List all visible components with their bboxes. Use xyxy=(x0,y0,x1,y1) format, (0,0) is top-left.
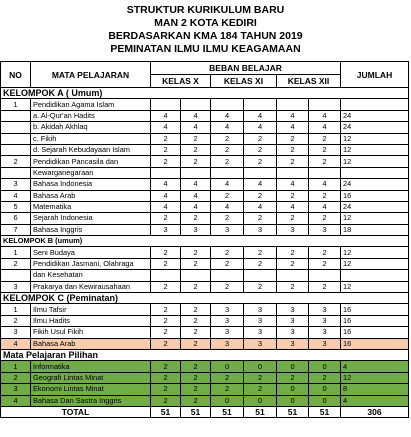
hours-cell[interactable] xyxy=(151,270,181,281)
hours-cell[interactable]: 0 xyxy=(309,384,341,395)
table-row xyxy=(1,99,409,110)
row-number-cell[interactable]: 3 xyxy=(1,384,31,395)
table-row xyxy=(1,213,409,224)
hours-cell[interactable]: 4 xyxy=(277,179,309,190)
hours-cell[interactable]: 2 xyxy=(244,156,277,167)
hours-cell[interactable]: 2 xyxy=(211,156,244,167)
hours-cell[interactable]: 2 xyxy=(244,384,277,395)
subject-cell[interactable]: Ilmu Hadits xyxy=(31,315,151,326)
hours-cell[interactable]: 2 xyxy=(244,281,277,292)
table-row xyxy=(1,338,409,349)
hours-cell[interactable]: 2 xyxy=(181,384,211,395)
total-cell[interactable]: 12 xyxy=(341,156,409,167)
hours-cell[interactable]: 2 xyxy=(151,156,181,167)
total-cell[interactable]: 4 xyxy=(341,361,409,372)
hours-cell[interactable]: 4 xyxy=(181,190,211,201)
hours-cell[interactable]: 2 xyxy=(181,247,211,258)
hours-cell[interactable]: 2 xyxy=(181,156,211,167)
hours-cell[interactable]: 2 xyxy=(181,372,211,383)
hours-cell[interactable]: 2 xyxy=(151,144,181,155)
hours-cell[interactable]: 0 xyxy=(211,395,244,406)
table-row xyxy=(1,327,409,338)
hours-cell[interactable]: 0 xyxy=(211,361,244,372)
hours-cell[interactable]: 4 xyxy=(244,122,277,133)
subject-cell[interactable]: a. Al-Qur'an Hadits xyxy=(31,110,151,121)
total-cell[interactable]: 12 xyxy=(341,247,409,258)
subject-cell[interactable]: Geografi Lintas Minat xyxy=(31,372,151,383)
total-sum-cell[interactable]: 306 xyxy=(341,406,409,417)
hours-cell[interactable]: 2 xyxy=(211,144,244,155)
hours-cell[interactable]: 4 xyxy=(151,201,181,212)
hours-cell[interactable] xyxy=(211,167,244,178)
total-cell[interactable]: 51 xyxy=(244,406,277,417)
table-row xyxy=(1,122,409,133)
hours-cell[interactable]: 2 xyxy=(277,281,309,292)
hours-cell[interactable]: 2 xyxy=(244,133,277,144)
row-number-cell[interactable]: 3 xyxy=(1,179,31,190)
hours-cell[interactable] xyxy=(244,270,277,281)
row-number-cell[interactable]: 3 xyxy=(1,327,31,338)
hours-cell[interactable]: 2 xyxy=(211,384,244,395)
hours-cell[interactable]: 3 xyxy=(277,338,309,349)
hours-cell[interactable]: 3 xyxy=(151,224,181,235)
hours-cell[interactable]: 3 xyxy=(309,327,341,338)
hours-cell[interactable]: 3 xyxy=(181,224,211,235)
hours-cell[interactable]: 2 xyxy=(244,190,277,201)
hours-cell[interactable]: 4 xyxy=(244,201,277,212)
hours-cell[interactable]: 4 xyxy=(309,201,341,212)
total-cell[interactable]: 8 xyxy=(341,384,409,395)
hours-cell[interactable]: 2 xyxy=(151,213,181,224)
hours-cell[interactable]: 2 xyxy=(211,133,244,144)
table-row xyxy=(1,190,409,201)
group-label[interactable]: KELOMPOK C (Peminatan) xyxy=(1,293,409,304)
table-row xyxy=(1,110,409,121)
hours-cell[interactable]: 2 xyxy=(151,361,181,372)
header-beban-belajar: BEBAN BELAJAR xyxy=(151,62,341,75)
title-line-1: STRUKTUR KURIKULUM BARU xyxy=(126,4,285,16)
hours-cell[interactable]: 4 xyxy=(211,179,244,190)
total-cell[interactable]: 12 xyxy=(341,144,409,155)
hours-cell[interactable] xyxy=(211,270,244,281)
total-cell[interactable]: 24 xyxy=(341,122,409,133)
hours-cell[interactable]: 2 xyxy=(181,213,211,224)
subject-cell[interactable]: Ilmu Tafsir xyxy=(31,304,151,315)
hours-cell[interactable]: 4 xyxy=(181,179,211,190)
subject-cell[interactable]: d. Sejarah Kebudayaan Islam xyxy=(31,144,151,155)
table-row xyxy=(1,361,409,372)
hours-cell[interactable]: 0 xyxy=(244,395,277,406)
hours-cell[interactable]: 3 xyxy=(309,224,341,235)
table-row xyxy=(1,144,409,155)
hours-cell[interactable]: 2 xyxy=(151,281,181,292)
subject-cell[interactable]: Seni Budaya xyxy=(31,247,151,258)
hours-cell[interactable]: 3 xyxy=(211,304,244,315)
hours-cell[interactable] xyxy=(181,270,211,281)
hours-cell[interactable]: 2 xyxy=(277,156,309,167)
table-row xyxy=(1,406,409,417)
hours-cell[interactable]: 2 xyxy=(277,144,309,155)
hours-cell[interactable]: 3 xyxy=(277,224,309,235)
table-row xyxy=(1,236,409,247)
hours-cell[interactable]: 3 xyxy=(244,224,277,235)
hours-cell[interactable]: 2 xyxy=(244,144,277,155)
header-kelas-xii: KELAS XII xyxy=(277,75,341,88)
hours-cell[interactable]: 3 xyxy=(211,327,244,338)
hours-cell[interactable]: 0 xyxy=(277,395,309,406)
table-row xyxy=(1,349,409,360)
total-cell[interactable]: 4 xyxy=(341,395,409,406)
table-row xyxy=(1,88,409,99)
subject-cell[interactable]: Sejarah Indonesia xyxy=(31,213,151,224)
header-mata-pelajaran: MATA PELAJARAN xyxy=(31,62,151,88)
subject-cell[interactable]: Fikih Usul Fikih xyxy=(31,327,151,338)
hours-cell[interactable]: 3 xyxy=(277,315,309,326)
row-number-cell[interactable]: 4 xyxy=(1,338,31,349)
total-cell[interactable]: 51 xyxy=(277,406,309,417)
hours-cell[interactable]: 2 xyxy=(181,304,211,315)
total-cell[interactable]: 51 xyxy=(181,406,211,417)
hours-cell[interactable]: 2 xyxy=(244,372,277,383)
hours-cell[interactable]: 4 xyxy=(151,179,181,190)
hours-cell[interactable]: 2 xyxy=(211,247,244,258)
row-number-cell[interactable]: 1 xyxy=(1,361,31,372)
total-cell[interactable]: 16 xyxy=(341,304,409,315)
hours-cell[interactable]: 0 xyxy=(244,361,277,372)
hours-cell[interactable]: 3 xyxy=(211,315,244,326)
hours-cell[interactable]: 2 xyxy=(309,190,341,201)
table-row xyxy=(1,315,409,326)
group-label[interactable]: KELOMPOK A ( Umum) xyxy=(1,88,409,99)
hours-cell[interactable]: 2 xyxy=(151,304,181,315)
total-cell[interactable]: 16 xyxy=(341,327,409,338)
hours-cell[interactable]: 0 xyxy=(277,361,309,372)
hours-cell[interactable]: 2 xyxy=(211,372,244,383)
row-number-cell[interactable] xyxy=(1,167,31,178)
header-kelas-xi: KELAS XI xyxy=(211,75,277,88)
hours-cell[interactable]: 2 xyxy=(277,133,309,144)
group-label[interactable]: Mata Pelajaran Pilihan xyxy=(1,349,409,360)
hours-cell[interactable] xyxy=(277,167,309,178)
total-cell[interactable]: 12 xyxy=(341,281,409,292)
subject-cell[interactable]: Matematika xyxy=(31,201,151,212)
hours-cell[interactable]: 2 xyxy=(181,144,211,155)
hours-cell[interactable]: 4 xyxy=(151,110,181,121)
hours-cell[interactable]: 2 xyxy=(181,258,211,269)
subject-cell[interactable]: b. Akidah Akhlaq xyxy=(31,122,151,133)
hours-cell[interactable] xyxy=(244,99,277,110)
hours-cell[interactable] xyxy=(181,167,211,178)
group-label[interactable]: KELOMPOK B (umum) xyxy=(1,236,409,247)
hours-cell[interactable]: 3 xyxy=(277,304,309,315)
hours-cell[interactable]: 0 xyxy=(309,361,341,372)
row-number-cell[interactable]: 1 xyxy=(1,99,31,110)
hours-cell[interactable]: 3 xyxy=(211,338,244,349)
hours-cell[interactable]: 2 xyxy=(181,315,211,326)
row-number-cell[interactable]: 2 xyxy=(1,156,31,167)
hours-cell[interactable]: 2 xyxy=(181,361,211,372)
hours-cell[interactable]: 3 xyxy=(309,304,341,315)
curriculum-table xyxy=(0,61,408,418)
subject-cell[interactable]: Pendidikan Pancasila dan xyxy=(31,156,151,167)
row-number-cell[interactable]: 3 xyxy=(1,281,31,292)
hours-cell[interactable]: 2 xyxy=(181,327,211,338)
table-row xyxy=(1,167,409,178)
table-row xyxy=(1,179,409,190)
row-number-cell[interactable] xyxy=(1,110,31,121)
total-cell[interactable] xyxy=(341,99,409,110)
hours-cell[interactable] xyxy=(151,99,181,110)
subject-cell[interactable]: Bahasa Indonesia xyxy=(31,179,151,190)
header-no: NO xyxy=(1,62,31,88)
hours-cell[interactable]: 3 xyxy=(309,315,341,326)
row-number-cell[interactable]: 4 xyxy=(1,395,31,406)
hours-cell[interactable]: 4 xyxy=(277,110,309,121)
header-jumlah: JUMLAH xyxy=(341,62,409,88)
hours-cell[interactable] xyxy=(277,270,309,281)
total-cell[interactable] xyxy=(341,270,409,281)
row-number-cell[interactable]: 5 xyxy=(1,201,31,212)
table-row xyxy=(1,384,409,395)
subject-cell[interactable]: Bahasa Arab xyxy=(31,190,151,201)
hours-cell[interactable]: 3 xyxy=(244,315,277,326)
total-cell[interactable]: 12 xyxy=(341,213,409,224)
hours-cell[interactable]: 2 xyxy=(181,338,211,349)
hours-cell[interactable]: 4 xyxy=(211,110,244,121)
hours-cell[interactable]: 0 xyxy=(309,395,341,406)
total-cell[interactable]: 24 xyxy=(341,179,409,190)
hours-cell[interactable]: 0 xyxy=(277,384,309,395)
table-row xyxy=(1,258,409,269)
total-cell[interactable]: 24 xyxy=(341,201,409,212)
hours-cell[interactable]: 4 xyxy=(151,190,181,201)
hours-cell[interactable]: 3 xyxy=(244,304,277,315)
hours-cell[interactable]: 2 xyxy=(181,281,211,292)
table-row xyxy=(1,304,409,315)
hours-cell[interactable]: 3 xyxy=(244,327,277,338)
hours-cell[interactable]: 4 xyxy=(309,122,341,133)
table-row xyxy=(1,281,409,292)
hours-cell[interactable] xyxy=(309,99,341,110)
hours-cell[interactable]: 2 xyxy=(309,372,341,383)
subject-cell[interactable]: Bahasa Inggris xyxy=(31,224,151,235)
subject-cell[interactable]: c. Fikih xyxy=(31,133,151,144)
total-cell[interactable]: 51 xyxy=(309,406,341,417)
hours-cell[interactable] xyxy=(309,167,341,178)
row-number-cell[interactable]: 1 xyxy=(1,247,31,258)
hours-cell[interactable] xyxy=(309,270,341,281)
hours-cell[interactable]: 3 xyxy=(244,338,277,349)
row-number-cell[interactable]: 4 xyxy=(1,190,31,201)
hours-cell[interactable]: 2 xyxy=(151,384,181,395)
hours-cell[interactable]: 4 xyxy=(181,201,211,212)
hours-cell[interactable]: 2 xyxy=(309,281,341,292)
subject-cell[interactable]: Pendidikan Jasmani, Olahraga xyxy=(31,258,151,269)
table-row xyxy=(1,133,409,144)
hours-cell[interactable]: 2 xyxy=(244,247,277,258)
hours-cell[interactable]: 2 xyxy=(151,133,181,144)
hours-cell[interactable]: 2 xyxy=(151,315,181,326)
row-number-cell[interactable] xyxy=(1,122,31,133)
total-cell[interactable]: 18 xyxy=(341,224,409,235)
total-cell[interactable]: 12 xyxy=(341,372,409,383)
hours-cell[interactable]: 2 xyxy=(211,213,244,224)
row-number-cell[interactable] xyxy=(1,133,31,144)
hours-cell[interactable]: 2 xyxy=(277,247,309,258)
hours-cell[interactable]: 2 xyxy=(277,258,309,269)
hours-cell[interactable]: 4 xyxy=(181,122,211,133)
total-cell[interactable]: 16 xyxy=(341,315,409,326)
total-cell[interactable]: 12 xyxy=(341,133,409,144)
table-row xyxy=(1,156,409,167)
hours-cell[interactable]: 4 xyxy=(181,110,211,121)
hours-cell[interactable]: 2 xyxy=(181,133,211,144)
table-row xyxy=(1,372,409,383)
hours-cell[interactable]: 2 xyxy=(151,247,181,258)
hours-cell[interactable]: 2 xyxy=(244,213,277,224)
table-row xyxy=(1,247,409,258)
hours-cell[interactable]: 2 xyxy=(277,372,309,383)
row-number-cell[interactable] xyxy=(1,144,31,155)
header-kelas-x: KELAS X xyxy=(151,75,211,88)
total-cell[interactable]: 24 xyxy=(341,110,409,121)
hours-cell[interactable]: 3 xyxy=(211,224,244,235)
hours-cell[interactable]: 2 xyxy=(181,395,211,406)
table-row xyxy=(1,270,409,281)
subject-cell[interactable]: Bahasa Arab xyxy=(31,338,151,349)
hours-cell[interactable] xyxy=(181,99,211,110)
total-cell[interactable]: 16 xyxy=(341,338,409,349)
hours-cell[interactable]: 2 xyxy=(151,338,181,349)
hours-cell[interactable]: 4 xyxy=(244,110,277,121)
subject-cell[interactable]: Bahasa Dan Sastra Inggris xyxy=(31,395,151,406)
hours-cell[interactable]: 4 xyxy=(211,201,244,212)
row-number-cell[interactable] xyxy=(1,270,31,281)
hours-cell[interactable]: 4 xyxy=(151,122,181,133)
row-number-cell[interactable]: 1 xyxy=(1,304,31,315)
hours-cell[interactable]: 2 xyxy=(309,258,341,269)
hours-cell[interactable]: 2 xyxy=(151,258,181,269)
total-label[interactable]: TOTAL xyxy=(1,406,151,417)
hours-cell[interactable]: 2 xyxy=(151,372,181,383)
title-line-4: PEMINATAN ILMU ILMU KEAGAMAAN xyxy=(110,43,301,55)
title-line-3: BERDASARKAN KMA 184 TAHUN 2019 xyxy=(108,30,303,42)
hours-cell[interactable]: 4 xyxy=(277,122,309,133)
subject-cell[interactable]: Kewarganegaraan xyxy=(31,167,151,178)
hours-cell[interactable]: 2 xyxy=(211,258,244,269)
table-row xyxy=(1,201,409,212)
hours-cell[interactable]: 4 xyxy=(309,179,341,190)
hours-cell[interactable]: 4 xyxy=(277,201,309,212)
hours-cell[interactable]: 2 xyxy=(309,213,341,224)
hours-cell[interactable]: 2 xyxy=(309,156,341,167)
row-number-cell[interactable]: 7 xyxy=(1,224,31,235)
total-cell[interactable]: 51 xyxy=(151,406,181,417)
total-cell[interactable] xyxy=(341,167,409,178)
hours-cell[interactable]: 2 xyxy=(151,327,181,338)
total-cell[interactable]: 16 xyxy=(341,190,409,201)
hours-cell[interactable]: 2 xyxy=(309,247,341,258)
hours-cell[interactable]: 2 xyxy=(277,213,309,224)
title-line-2: MAN 2 KOTA KEDIRI xyxy=(154,17,257,29)
row-number-cell[interactable]: 2 xyxy=(1,258,31,269)
hours-cell[interactable]: 2 xyxy=(151,395,181,406)
subject-cell[interactable]: dan Kesehatan xyxy=(31,270,151,281)
table-row xyxy=(1,395,409,406)
hours-cell[interactable] xyxy=(151,167,181,178)
table-row xyxy=(1,224,409,235)
hours-cell[interactable]: 2 xyxy=(309,133,341,144)
subject-cell[interactable]: Pendidikan Agama Islam xyxy=(31,99,151,110)
hours-cell[interactable]: 2 xyxy=(211,281,244,292)
hours-cell[interactable] xyxy=(244,167,277,178)
subject-cell[interactable]: Informatika xyxy=(31,361,151,372)
subject-cell[interactable]: Prakarya dan Kewirausahaan xyxy=(31,281,151,292)
total-cell[interactable]: 51 xyxy=(211,406,244,417)
hours-cell[interactable]: 2 xyxy=(244,258,277,269)
total-cell[interactable]: 12 xyxy=(341,258,409,269)
hours-cell[interactable]: 3 xyxy=(309,338,341,349)
hours-cell[interactable]: 3 xyxy=(277,327,309,338)
hours-cell[interactable]: 2 xyxy=(309,144,341,155)
hours-cell[interactable]: 2 xyxy=(211,190,244,201)
hours-cell[interactable]: 4 xyxy=(244,179,277,190)
row-number-cell[interactable]: 2 xyxy=(1,372,31,383)
hours-cell[interactable]: 2 xyxy=(277,190,309,201)
subject-cell[interactable]: Ekonomi Lintas Minat xyxy=(31,384,151,395)
table-row xyxy=(1,293,409,304)
hours-cell[interactable] xyxy=(211,99,244,110)
hours-cell[interactable] xyxy=(277,99,309,110)
row-number-cell[interactable]: 6 xyxy=(1,213,31,224)
hours-cell[interactable]: 4 xyxy=(211,122,244,133)
row-number-cell[interactable]: 2 xyxy=(1,315,31,326)
hours-cell[interactable]: 4 xyxy=(309,110,341,121)
